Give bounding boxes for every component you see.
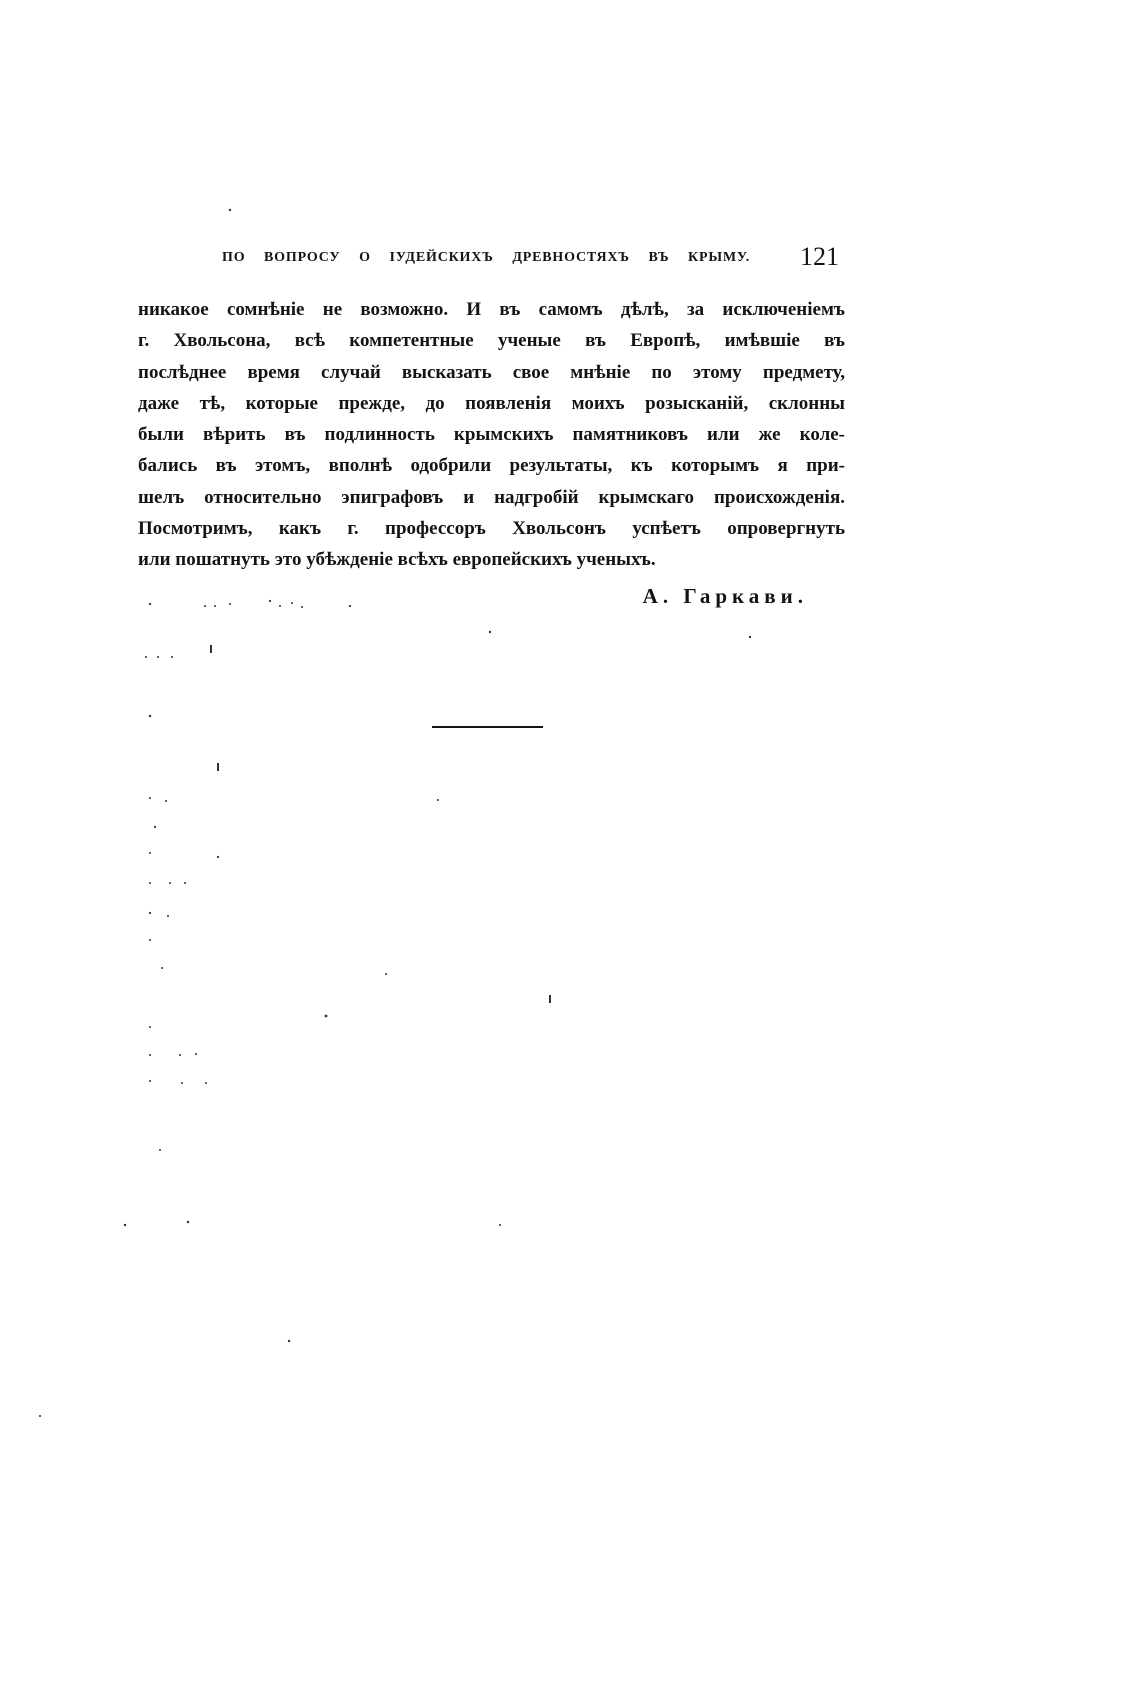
scan-speck (437, 799, 439, 801)
scan-speck (499, 1224, 501, 1226)
scan-speck (549, 995, 551, 1003)
body-line-text: никакое сомнѣніе не возможно. И въ самомъ дѣлѣ, за исключеніемъ (138, 299, 845, 320)
author-signature: А. Гаркави. (642, 584, 808, 608)
scan-speck (187, 1221, 189, 1223)
body-line-text: или пошатнуть это убѣжденіе всѣхъ европейскихъ ученыхъ. (138, 549, 656, 570)
scan-speck (154, 826, 156, 828)
scan-speck (195, 1053, 197, 1055)
scan-speck (217, 763, 219, 771)
scan-speck (279, 605, 281, 607)
scan-speck (385, 973, 387, 975)
scan-speck (149, 1054, 151, 1056)
scan-speck (39, 1415, 41, 1417)
body-line (138, 482, 845, 513)
scan-speck (229, 209, 231, 211)
scan-speck (124, 1224, 126, 1226)
scan-speck (149, 1026, 151, 1028)
body-line-text: бались въ этомъ, вполнѣ одобрили результаты, къ которымъ я при- (138, 455, 845, 477)
running-head (222, 248, 750, 268)
scan-speck (288, 1340, 290, 1342)
scan-speck (184, 882, 186, 884)
scan-speck (489, 631, 491, 633)
section-rule (432, 726, 543, 728)
scan-speck (149, 939, 151, 941)
scan-speck (149, 797, 151, 799)
body-line (138, 357, 845, 388)
body-line-text: г. Хвольсона, всѣ компетентные ученые въ Европѣ, имѣвшіе въ (138, 330, 845, 352)
scan-speck (149, 715, 151, 717)
body-line (138, 388, 845, 419)
body-line (138, 294, 845, 325)
scan-speck (149, 603, 151, 605)
scan-speck (149, 912, 151, 914)
scan-speck (229, 603, 231, 605)
scan-speck (161, 967, 163, 969)
scan-speck (214, 605, 216, 607)
scan-speck (179, 1054, 181, 1056)
scan-speck (204, 605, 206, 607)
scan-speck (159, 1149, 161, 1151)
scan-speck (749, 636, 751, 638)
body-text (138, 294, 845, 575)
scan-speck (217, 856, 219, 858)
scan-speck (165, 800, 167, 802)
scan-speck (145, 656, 147, 658)
body-line-text: были вѣрить въ подлинность крымскихъ памятниковъ или же коле- (138, 424, 845, 445)
scan-speck (291, 602, 293, 604)
scan-speck (149, 852, 151, 854)
body-line-text: шелъ относительно эпиграфовъ и надгробій крымскаго происхожденія. (138, 486, 845, 508)
body-line-text: послѣднее время случай высказать свое мнѣніе по этому предмету, (138, 361, 845, 383)
scan-speck (149, 1080, 151, 1082)
scan-speck (157, 656, 159, 658)
body-line (138, 513, 845, 544)
body-line-text: даже тѣ, которые прежде, до появленія моихъ розысканій, склонны (138, 392, 845, 414)
page-number: 121 (800, 242, 839, 271)
running-head-title: ПО ВОПРОСУ О ІУДЕЙСКИХЪ ДРЕВНОСТЯХЪ ВЪ КРЫМУ. (222, 250, 750, 265)
scan-speck (167, 915, 169, 917)
body-line (138, 325, 845, 356)
scan-speck (169, 882, 171, 884)
scan-speck (325, 1015, 328, 1018)
scan-speck (205, 1082, 207, 1084)
scan-speck (149, 882, 151, 884)
scan-speck (181, 1082, 183, 1084)
scan-speck (349, 605, 351, 607)
body-line-text: Посмотримъ, какъ г. профессоръ Хвольсонъ успѣетъ опровергнуть (138, 517, 845, 539)
body-line (138, 450, 845, 481)
scan-speck (269, 600, 271, 602)
body-line-last (138, 544, 845, 575)
body-line (138, 419, 845, 450)
scan-speck (210, 645, 212, 653)
scan-speck (171, 656, 173, 658)
scan-speck (301, 606, 303, 608)
